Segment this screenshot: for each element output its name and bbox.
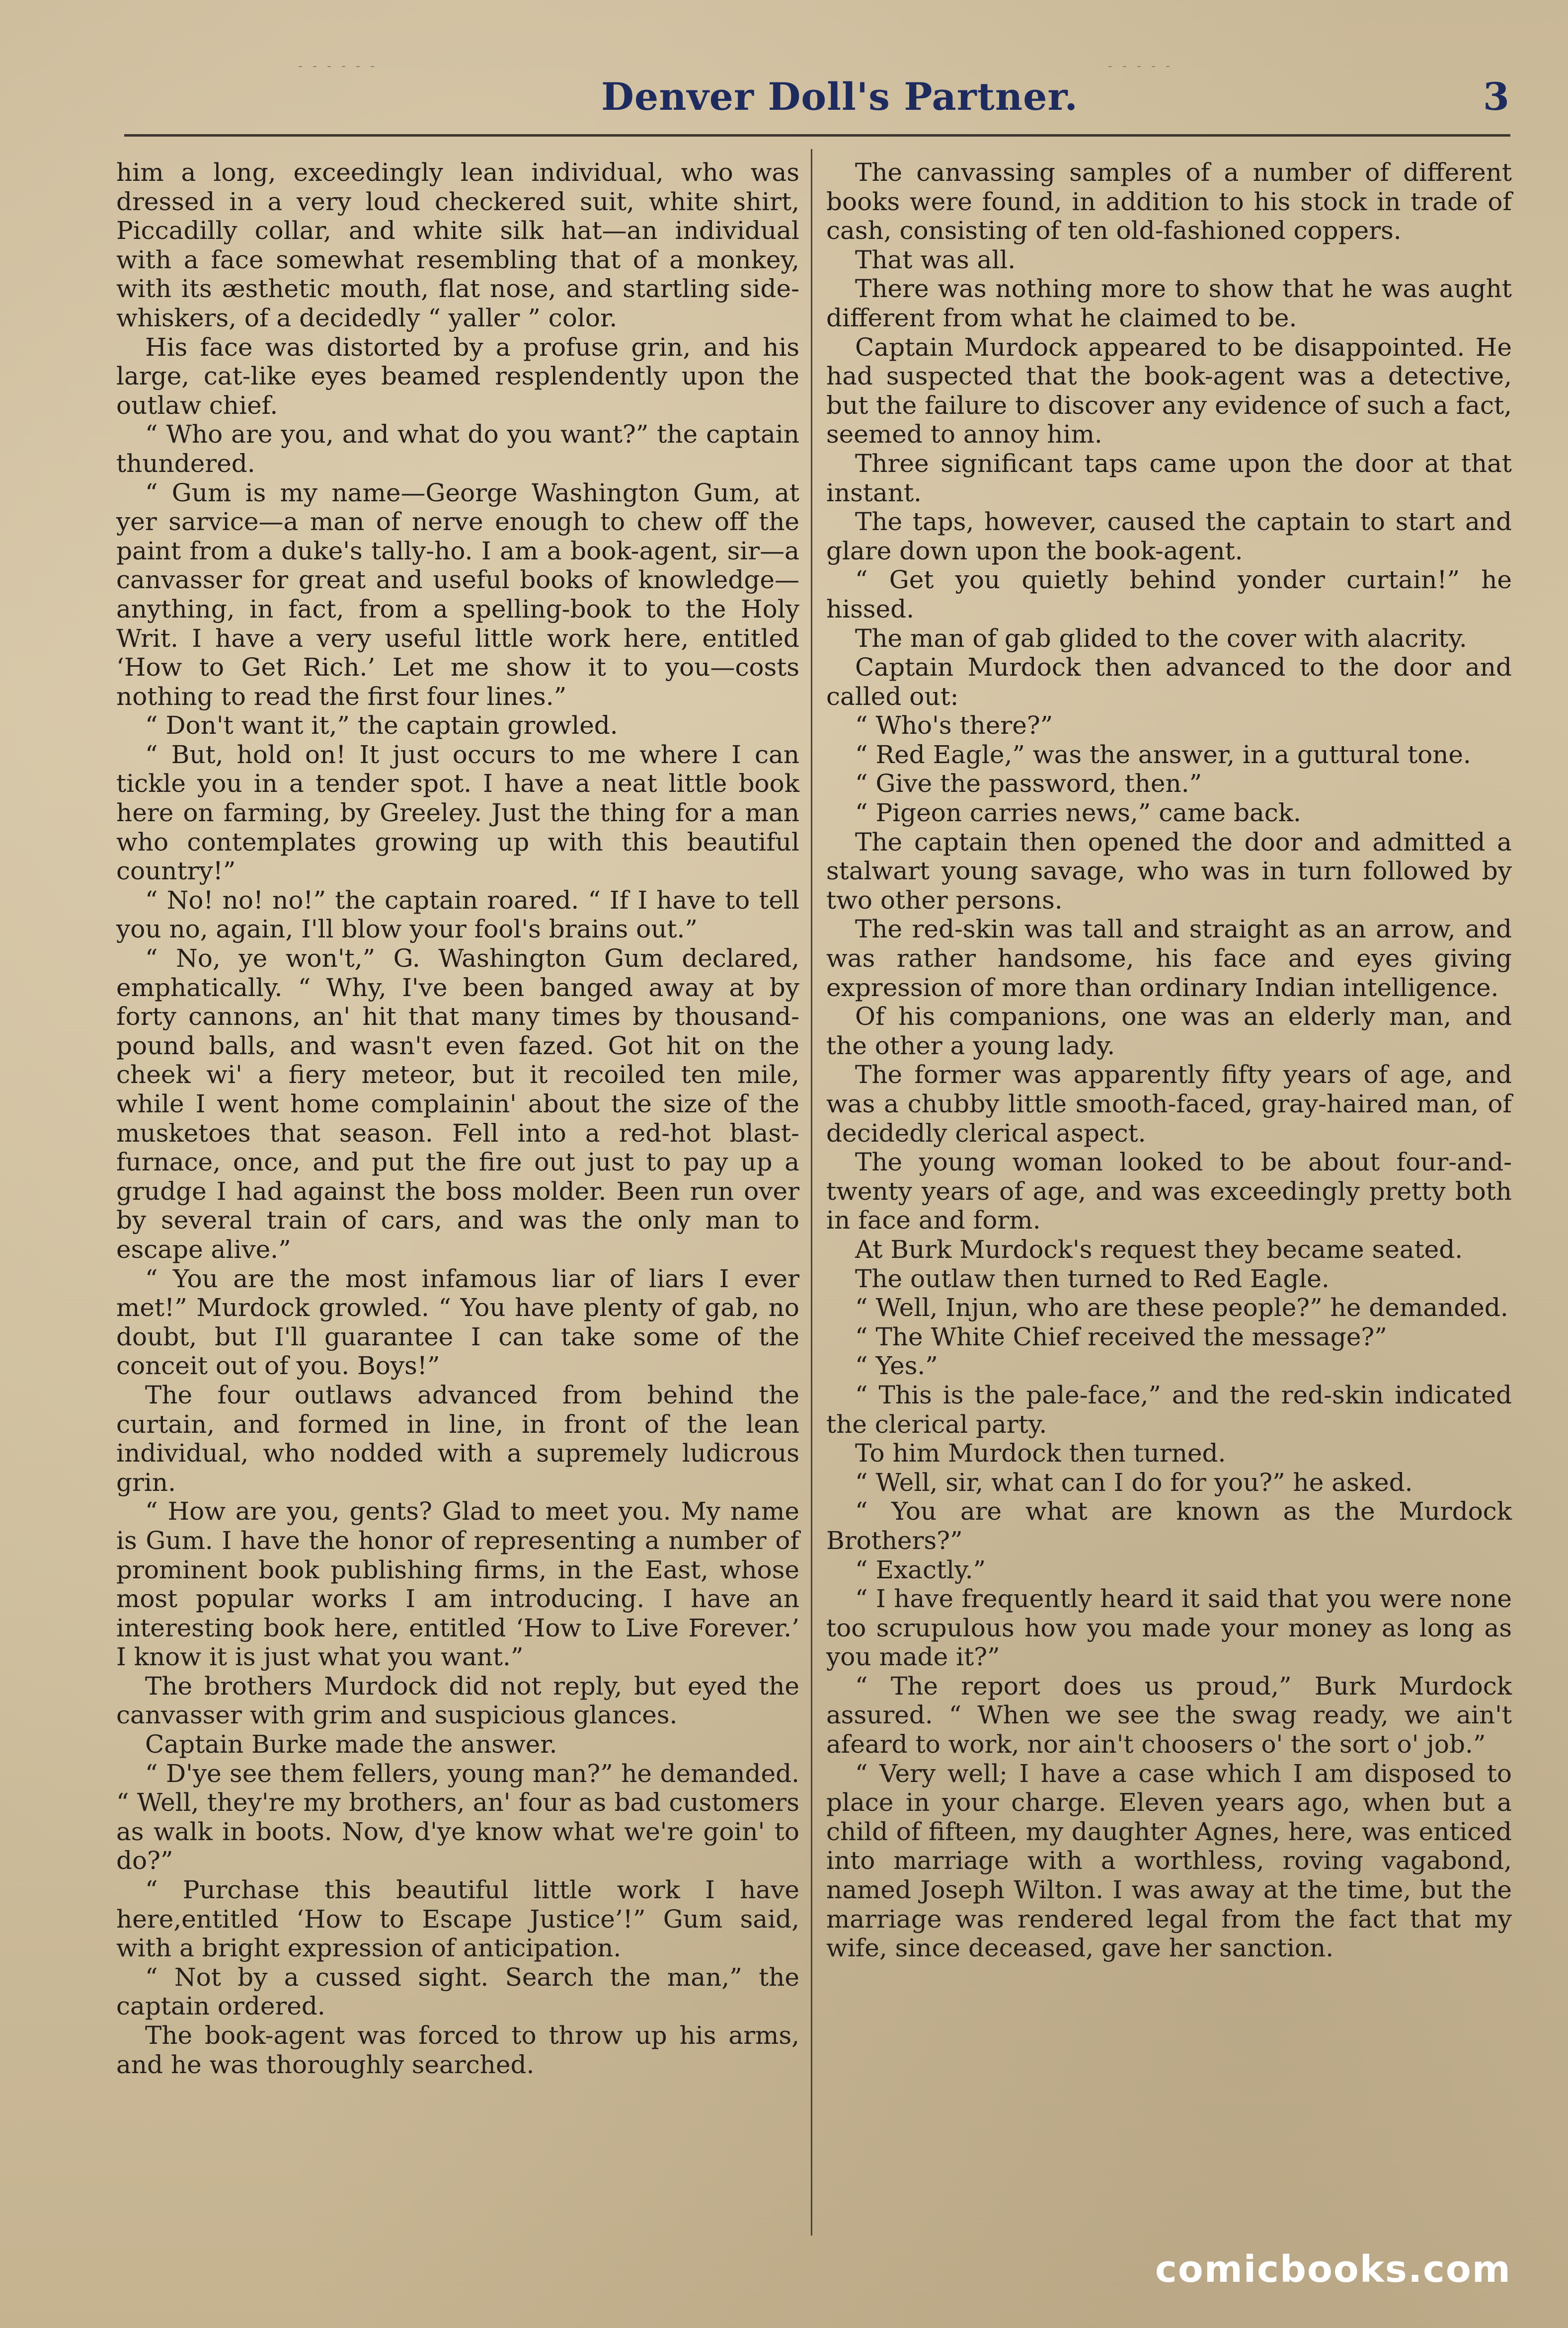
paragraph: “ The report does us proud,” Burk Murdock assured. “ When we see the swag ready, we ain't afeard to work, nor ain't choosers o' the sort o' job.” [826,1671,1512,1759]
paragraph: Captain Burke made the answer. [145,1730,557,1759]
paragraph: There was nothing more to show that he was aught different from what he claimed to be. [826,274,1512,332]
paragraph: “ I have frequently heard it said that you were none too scrupulous how you made your money as long as you made it?” [826,1584,1512,1672]
paragraph: “ Give the password, then.” [855,769,1202,798]
page-number: 3 [1483,75,1509,119]
header-ornament-left: - - - - - - [298,59,378,74]
paragraph: The former was apparently fifty years of age, and was a chubby little smooth-faced, gray-haired man, of decidedly clerical aspect. [826,1060,1512,1148]
column-divider [811,149,812,2236]
paragraph: The man of gab glided to the cover with alacrity. [855,623,1467,653]
paragraph: The four outlaws advanced from behind the curtain, and formed in line, in front of the lean individual, who nodded with a supremely ludicrous grin. [116,1380,799,1497]
paragraph: “ Who's there?” [855,711,1053,740]
paragraph: Captain Murdock then advanced to the door and called out: [826,653,1512,711]
paragraph: At Burk Murdock's request they became seated. [855,1235,1463,1264]
paragraph: “ No, ye won't,” G. Washington Gum declared, emphatically. “ Why, I've been banged away at by forty cannons, an' hit that many times by thousand-pound balls, and wasn't even fazed. Got hit on the cheek wi' a fiery meteor, but it recoiled ten mile, while I went home complainin' about the size of the musketoes that season. Fell into a red-hot blast-furnace, once, and put the fire out just to pay up a grudge I had against the boss molder. Been run over by several train of cars, and was the only man to escape alive.” [116,944,799,1264]
paragraph: “ Red Eagle,” was the answer, in a guttural tone. [855,740,1471,769]
paragraph: The captain then opened the door and admitted a stalwart young savage, who was in turn followed by two other persons. [826,827,1512,915]
paragraph: The canvassing samples of a number of different books were found, in addition to his stock in trade of cash, consisting of ten old-fashioned coppers. [826,158,1512,245]
paragraph: “ Yes.” [855,1351,938,1381]
paragraph: “ Purchase this beautiful little work I have here,entitled ‘How to Escape Justice’!” Gum said, with a bright expression of anticipation. [116,1875,799,1963]
right-column [826,158,1512,1963]
page-header [0,0,1568,149]
paragraph: The outlaw then turned to Red Eagle. [855,1264,1330,1293]
paragraph: To him Murdock then turned. [855,1439,1226,1468]
paragraph: “ But, hold on! It just occurs to me where I can tickle you in a tender spot. I have a neat little book here on farming, by Greeley. Just the thing for a man who contemplates growing up with this beautiful country!” [116,740,799,886]
header-rule [124,134,1510,137]
paragraph: “ Who are you, and what do you want?” the captain thundered. [116,420,799,478]
paragraph: him a long, exceedingly lean individual, who was dressed in a very loud checkered suit, white shirt, Piccadilly collar, and white silk hat—an individual with a face somewhat resembling that of a monkey, with its æsthetic mouth, flat nose, and startling side-whiskers, of a decidedly “ yaller ” color. [116,158,799,332]
paragraph: “ This is the pale-face,” and the red-skin indicated the clerical party. [826,1380,1512,1439]
header-ornament-right: - - - - - [1108,59,1173,74]
paragraph: His face was distorted by a profuse grin, and his large, cat-like eyes beamed resplendently upon the outlaw chief. [116,332,799,420]
paragraph: “ You are the most infamous liar of liars I ever met!” Murdock growled. “ You have plenty of gab, no doubt, but I'll guarantee I can take some of the conceit out of you. Boys!” [116,1264,799,1381]
paragraph: Of his companions, one was an elderly man, and the other a young lady. [826,1002,1512,1060]
paragraph: “ Exactly.” [855,1555,986,1584]
paragraph: “ Pigeon carries news,” came back. [855,798,1301,828]
paragraph: “ D'ye see them fellers, young man?” he demanded. “ Well, they're my brothers, an' four as bad customers as walk in boots. Now, d'ye know what we're goin' to do?” [116,1759,799,1875]
paragraph: “ How are you, gents? Glad to meet you. My name is Gum. I have the honor of representing a number of prominent book publishing firms, in the East, whose most popular works I am introducing. I have an interesting book here, entitled ‘How to Live Forever.’ I know it is just what you want.” [116,1497,799,1672]
paragraph: “ The White Chief received the message?” [855,1322,1387,1351]
paragraph: “ Well, sir, what can I do for you?” he asked. [855,1468,1413,1497]
paragraph: “ Don't want it,” the captain growled. [145,711,618,740]
paragraph: The red-skin was tall and straight as an arrow, and was rather handsome, his face and eyes giving expression of more than ordinary Indian intelligence. [826,915,1512,1002]
paragraph: Captain Murdock appeared to be disappointed. He had suspected that the book-agent was a detective, but the failure to discover any evidence of such a fact, seemed to annoy him. [826,332,1512,449]
paragraph: The young woman looked to be about four-and-twenty years of age, and was exceedingly pretty both in face and form. [826,1148,1512,1235]
paragraph: “ Very well; I have a case which I am disposed to place in your charge. Eleven years ago, when but a child of fifteen, my daughter Agnes, here, was enticed into marriage with a worthless, roving vagabond, named Joseph Wilton. I was away at the time, but the marriage was rendered legal from the fact that my wife, since deceased, gave her sanction. [826,1759,1512,1963]
paragraph: “ No! no! no!” the captain roared. “ If I have to tell you no, again, I'll blow your fool's brains out.” [116,885,799,944]
left-column [116,158,799,2079]
paragraph: Three significant taps came upon the door at that instant. [826,449,1512,507]
paragraph: “ Not by a cussed sight. Search the man,” the captain ordered. [116,1962,799,2021]
paragraph: “ Well, Injun, who are these people?” he demanded. [855,1293,1508,1322]
site-watermark: comicbooks.com [1155,2248,1511,2291]
paragraph: The brothers Murdock did not reply, but eyed the canvasser with grim and suspicious glances. [116,1671,799,1730]
page-title: Denver Doll's Partner. [601,75,1079,119]
paragraph: The taps, however, caused the captain to start and glare down upon the book-agent. [826,507,1512,565]
paragraph: “ Gum is my name—George Washington Gum, at yer sarvice—a man of nerve enough to chew off the paint from a duke's tally-ho. I am a book-agent, sir—a canvasser for great and useful books of knowledge—anything, in fact, from a spelling-book to the Holy Writ. I have a very useful little work here, entitled ‘How to Get Rich.’ Let me show it to you—costs nothing to read the first four lines.” [116,478,799,711]
paragraph: “ Get you quietly behind yonder curtain!” he hissed. [826,565,1512,623]
paragraph: The book-agent was forced to throw up his arms, and he was thoroughly searched. [116,2021,799,2079]
paragraph: “ You are what are known as the Murdock Brothers?” [826,1497,1512,1555]
paragraph: That was all. [855,245,1016,274]
